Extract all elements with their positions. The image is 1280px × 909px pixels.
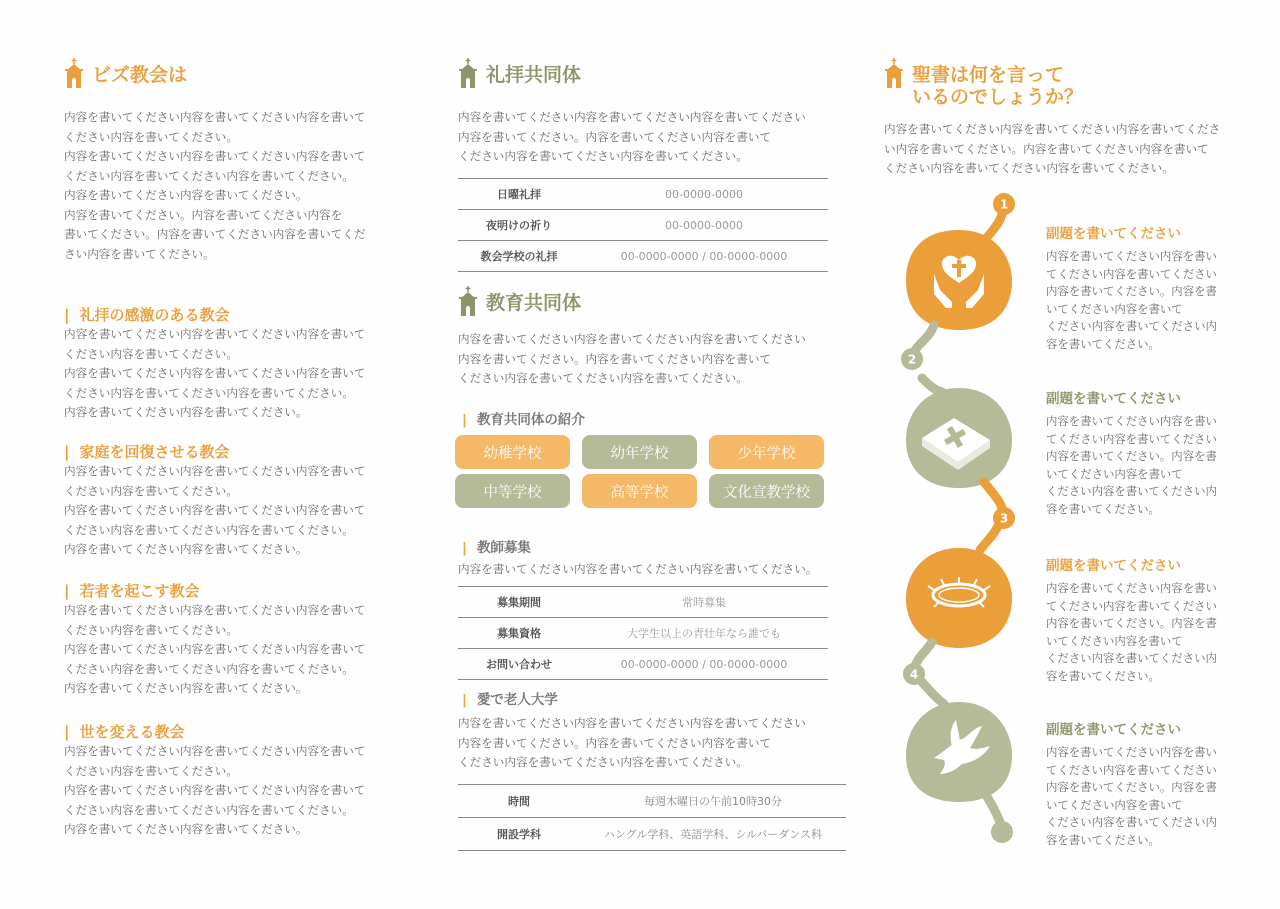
table-row: 夜明けの祈り 00-0000-0000	[458, 210, 828, 241]
timeline-graphic	[894, 190, 1034, 860]
school-chip: 文化宣教学校	[709, 474, 824, 508]
table-row: お問い合わせ 00-0000-0000 / 00-0000-0000	[458, 649, 828, 680]
left-section-header	[64, 58, 187, 88]
text-line: 内容を書いてください内容を書い	[1046, 249, 1217, 263]
church-icon	[458, 58, 478, 88]
text-line: 内容を書いてください内容を書いてください内容を書いて	[64, 744, 366, 758]
worship-title: 礼拝共同体	[486, 63, 582, 86]
step-title: 副題を書いてください	[1046, 722, 1181, 738]
table-row: 開設学科 ハングル学科、英語学科、シルバーダンス科	[458, 818, 846, 851]
left-subsection	[64, 441, 365, 560]
text-line: ください内容を書いてください内容を書いてください。	[884, 161, 1174, 175]
church-icon	[458, 286, 478, 316]
text-line: 内容を書いてください内容を書い	[1046, 745, 1217, 759]
step-block	[1046, 387, 1246, 518]
text-line: 内容を書いてください内容を書いてください内容を書いて	[64, 366, 366, 380]
step-title: 副題を書いてください	[1046, 226, 1181, 242]
text-line: 容を書いてください。	[1046, 832, 1160, 847]
text-line: てください内容を書いてください	[1046, 598, 1217, 613]
text-line: ください内容を書いてください内	[1046, 815, 1217, 829]
text-line: ください内容を書いてください内容を書いてください。	[64, 802, 354, 817]
text-line: ください内容を書いてください内容を書いてください。	[64, 168, 354, 183]
text-line: ください内容を書いてください。	[64, 346, 238, 361]
text-line: いてください内容を書いて	[1046, 466, 1183, 481]
education-header	[458, 286, 581, 316]
text-line: 内容を書いてください。内容を書いてください内容を書いて	[458, 351, 772, 366]
text-line: さい内容を書いてください。	[64, 246, 215, 261]
school-chip: 幼年学校	[582, 435, 697, 469]
text-line: 容を書いてください。	[1046, 668, 1160, 683]
right-title: 聖書は何を言って いるのでしょうか？	[912, 64, 1084, 108]
text-line: 内容を書いてください内容を書いてください。	[64, 405, 308, 419]
text-line: 内容を書いてください。内容を書	[1046, 616, 1217, 630]
text-line: 容を書いてください。	[1046, 336, 1160, 351]
svg-text:2: 2	[907, 352, 917, 367]
subsection-title: | 若者を起こす教会	[64, 582, 200, 600]
text-line: てください内容を書いてください	[1046, 762, 1217, 777]
recruit-title: | 教師募集	[462, 540, 531, 556]
worship-table	[458, 178, 828, 272]
school-chips	[455, 435, 824, 508]
school-chip: 高等学校	[582, 474, 697, 508]
school-chip: 幼稚学校	[455, 435, 570, 469]
text-line: 容を書いてください。	[1046, 501, 1160, 516]
text-line: 内容を書いてください内容を書いてください内容を書いて	[64, 464, 366, 478]
text-line: 内容を書いてください内容を書いてください内容を書いて	[64, 503, 366, 517]
table-row: 募集資格 大学生以上の青壮年なら誰でも	[458, 618, 828, 649]
text-line: 内容を書いてください内容を書いてください。	[64, 188, 308, 202]
text-line: ください内容を書いてください内容を書いてください。	[458, 371, 748, 385]
text-line: 内容を書いてください内容を書いてください内容を書いて	[64, 110, 366, 124]
text-line: ください内容を書いてください。	[64, 129, 238, 144]
subsection-title: | 礼拝の感激のある教会	[64, 306, 230, 324]
education-intro-title: | 教育共同体の紹介	[462, 412, 585, 428]
text-line: 書いてください。内容を書いてください内容を書いてくだ	[64, 227, 366, 241]
text-line: 内容を書いてください内容を書いてください。	[64, 681, 308, 695]
text-line: ください内容を書いてください内容を書いてください。	[64, 522, 354, 537]
text-line: 内容を書いてください。内容を書	[1046, 284, 1217, 298]
step-block	[1046, 554, 1246, 685]
svg-text:4: 4	[909, 667, 919, 682]
subsection-title: | 家庭を回復させる教会	[64, 443, 230, 461]
text-line: ください内容を書いてください内	[1046, 651, 1217, 665]
text-line: ください内容を書いてください内容を書いてください。	[458, 755, 748, 769]
text-line: てください内容を書いてください	[1046, 266, 1217, 281]
text-line: 内容を書いてください。内容を書いてください内容を	[64, 207, 343, 222]
text-line: ください内容を書いてください内容を書いてください。	[458, 149, 748, 163]
church-icon	[64, 58, 84, 88]
text-line: ください内容を書いてください。	[64, 622, 238, 637]
left-title: ビズ教会は	[92, 63, 188, 86]
text-line: ください内容を書いてください内	[1046, 484, 1217, 498]
left-subsection	[64, 580, 365, 699]
recruit-table	[458, 586, 828, 680]
text-line: ください内容を書いてください内	[1046, 319, 1217, 333]
right-header	[884, 58, 1083, 108]
right-intro	[884, 120, 1254, 179]
church-icon	[884, 58, 904, 88]
timeline-end-dot	[991, 821, 1013, 843]
school-chip: 中等学校	[455, 474, 570, 508]
text-line: 内容を書いてください内容を書いてください内容を書いて	[64, 327, 366, 341]
worship-header	[458, 58, 581, 88]
table-row: 募集期間 常時募集	[458, 587, 828, 618]
elder-title: | 愛で老人大学	[462, 692, 558, 708]
education-title: 教育共同体	[486, 291, 582, 314]
table-row: 教会学校の礼拝 00-0000-0000 / 00-0000-0000	[458, 241, 828, 272]
step-block	[1046, 222, 1246, 353]
text-line: 内容を書いてください内容を書いてください内容を書いて	[64, 603, 366, 617]
text-line: 内容を書いてください内容を書いてください内容を書いて	[64, 783, 366, 797]
elder-text	[458, 714, 848, 773]
school-chip: 少年学校	[709, 435, 824, 469]
svg-text:3: 3	[999, 511, 1009, 526]
education-text	[458, 330, 848, 389]
text-line: てください内容を書いてください	[1046, 431, 1217, 446]
text-line: 内容を書いてください内容を書い	[1046, 414, 1217, 428]
left-intro	[64, 108, 394, 264]
text-line: 内容を書いてください。内容を書	[1046, 449, 1217, 463]
left-subsection	[64, 304, 365, 423]
text-line: 内容を書いてください。内容を書いてください内容を書いて	[458, 735, 772, 750]
text-line: いてください内容を書いて	[1046, 301, 1183, 316]
text-line: ください内容を書いてください内容を書いてください。	[64, 385, 354, 400]
step-title: 副題を書いてください	[1046, 391, 1181, 407]
text-line: 内容を書いてください内容を書いてください内容を書いて	[64, 642, 366, 656]
text-line: い内容を書いてください。内容を書いてください内容を書いて	[884, 141, 1209, 156]
elder-table	[458, 784, 846, 851]
text-line: ください内容を書いてください内容を書いてください。	[64, 661, 354, 676]
text-line: 内容を書いてください内容を書い	[1046, 581, 1217, 595]
table-row: 日曜礼拝 00-0000-0000	[458, 179, 828, 210]
step-block	[1046, 718, 1246, 849]
table-row: 時間 毎週木曜日の午前10時30分	[458, 785, 846, 818]
text-line: 内容を書いてください内容を書いてください内容を書いて	[64, 149, 366, 163]
worship-text	[458, 108, 848, 167]
left-subsection	[64, 721, 365, 840]
text-line: 内容を書いてください。内容を書いてください内容を書いて	[458, 129, 772, 144]
step-title: 副題を書いてください	[1046, 558, 1181, 574]
text-line: ください内容を書いてください。	[64, 763, 238, 778]
svg-text:1: 1	[999, 197, 1009, 212]
subsection-title: | 世を変える教会	[64, 723, 185, 741]
text-line: 内容を書いてください内容を書いてください内容を書いてください	[458, 110, 806, 124]
text-line: 内容を書いてください内容を書いてください内容を書いてくださ	[884, 122, 1221, 136]
text-line: いてください内容を書いて	[1046, 797, 1183, 812]
text-line: 内容を書いてください内容を書いてください内容を書いてください	[458, 332, 806, 346]
text-line: ください内容を書いてください。	[64, 483, 238, 498]
text-line: 内容を書いてください内容を書いてください。	[64, 542, 308, 556]
text-line: 内容を書いてください内容を書いてください。	[64, 822, 308, 836]
text-line: 内容を書いてください。内容を書	[1046, 780, 1217, 794]
text-line: いてください内容を書いて	[1046, 633, 1183, 648]
text-line: 内容を書いてください内容を書いてください内容を書いてください	[458, 716, 806, 730]
recruit-text: 内容を書いてください内容を書いてください内容を書いてください。	[458, 562, 818, 576]
